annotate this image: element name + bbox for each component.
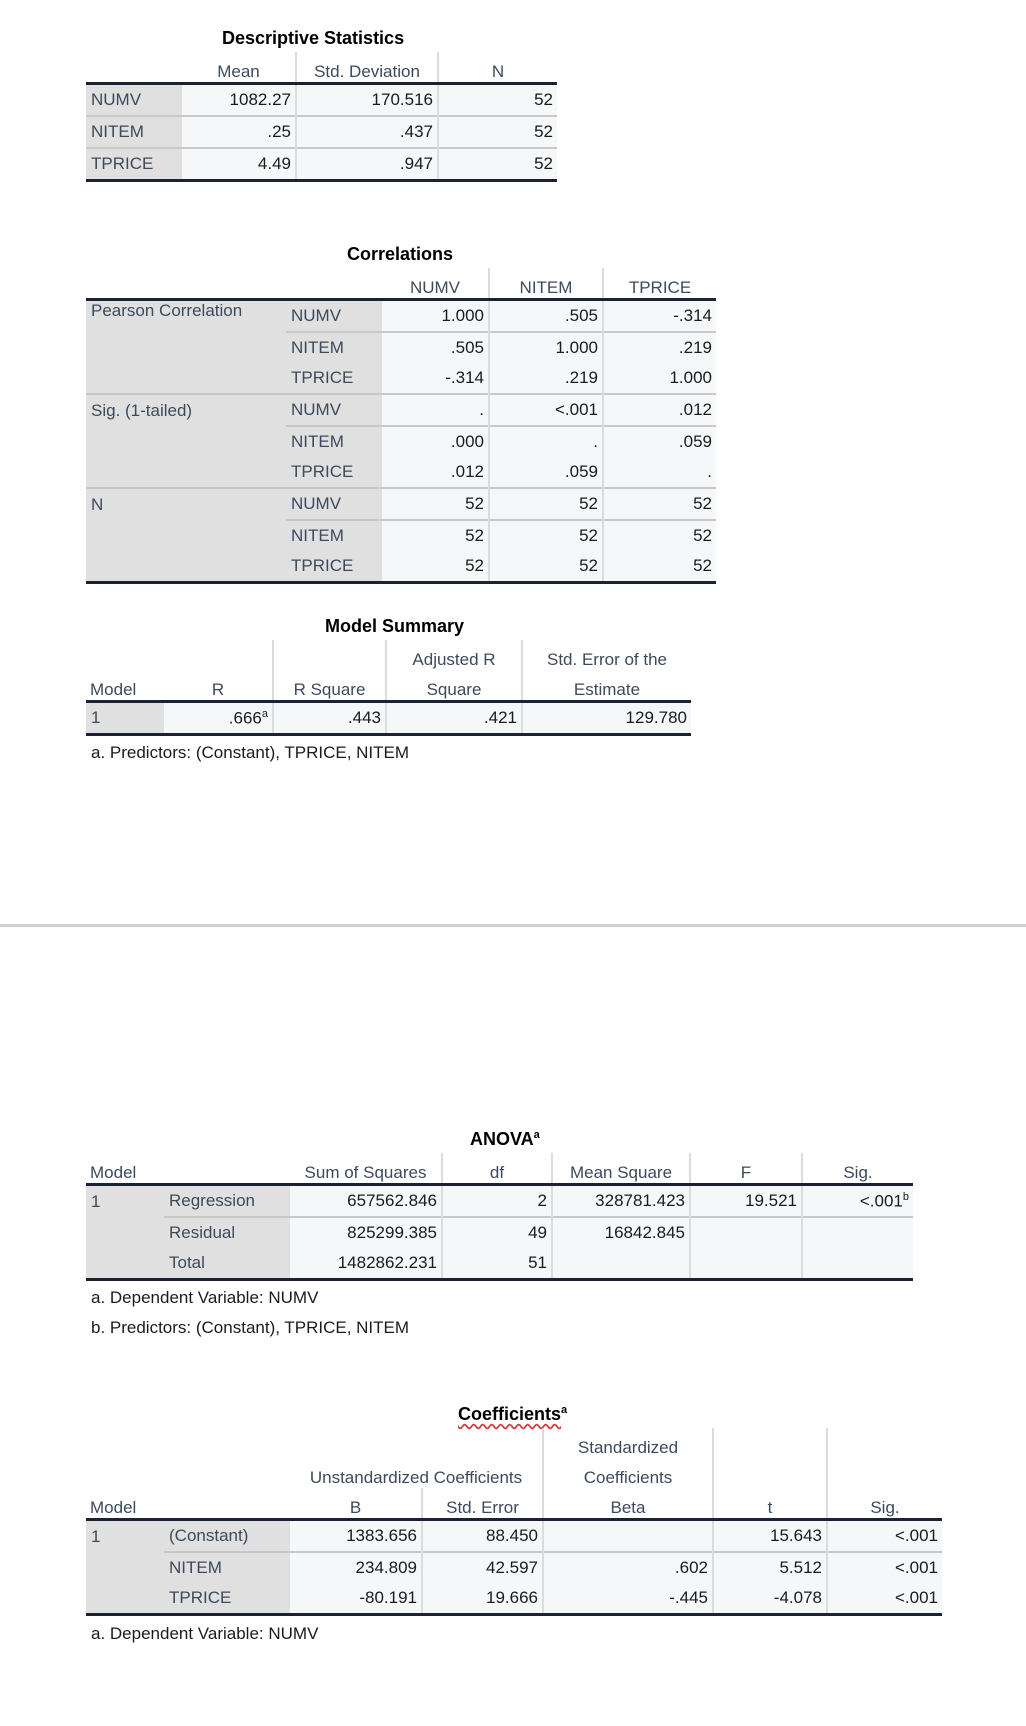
model-number: 1 — [86, 1185, 164, 1218]
var-label: NITEM — [286, 332, 382, 363]
cell: 52 — [382, 520, 489, 551]
col-mean: Mean — [182, 52, 296, 84]
col-ss: Sum of Squares — [290, 1153, 442, 1185]
cell: . — [489, 426, 603, 457]
cell-b: 1383.656 — [290, 1520, 422, 1553]
col-nitem: NITEM — [489, 268, 603, 300]
col-model: Model — [86, 1153, 164, 1185]
var-label: NITEM — [286, 520, 382, 551]
cell-f: 19.521 — [690, 1185, 802, 1218]
col-numv: NUMV — [382, 268, 489, 300]
cell: .059 — [489, 457, 603, 488]
cell-adj-r-square: .421 — [386, 702, 522, 735]
cell: .059 — [603, 426, 716, 457]
col-df: df — [442, 1153, 552, 1185]
table-row — [86, 1583, 942, 1615]
col-std-err-1: Std. Error of the — [547, 650, 667, 669]
page-divider — [0, 924, 1026, 927]
cell-f — [690, 1248, 802, 1280]
table-row — [86, 1552, 942, 1583]
cell-sig: <.001 — [827, 1552, 942, 1583]
cell-df: 49 — [442, 1217, 552, 1248]
var-label: NUMV — [286, 394, 382, 426]
table-row — [86, 116, 557, 148]
cell-ss: 1482862.231 — [290, 1248, 442, 1280]
cell-sig: <.001$^b$ — [802, 1185, 913, 1218]
cell: -.314 — [603, 300, 716, 333]
cell-ms: 16842.845 — [552, 1217, 690, 1248]
col-std-coef-1: Standardized — [543, 1428, 713, 1458]
row-label: Residual — [164, 1217, 290, 1248]
col-adj-r-2: Square — [386, 670, 522, 702]
cell-df: 51 — [442, 1248, 552, 1280]
col-std-error: Std. Error — [422, 1488, 543, 1520]
var-label: NUMV — [286, 488, 382, 520]
cell: .219 — [603, 332, 716, 363]
cell: 52 — [603, 488, 716, 520]
cell-n: 52 — [438, 148, 557, 181]
cell-f — [690, 1217, 802, 1248]
col-f: F — [690, 1153, 802, 1185]
anova-footnote-b: b. Predictors: (Constant), TPRICE, NITEM — [91, 1318, 410, 1337]
descriptive-table — [86, 52, 557, 182]
cell-t: 5.512 — [713, 1552, 827, 1583]
col-adj-r-1: Adjusted R — [386, 640, 522, 670]
table-row — [86, 551, 716, 583]
cell-sd: .437 — [296, 116, 438, 148]
cell: . — [382, 394, 489, 426]
table-row — [86, 148, 557, 181]
cell-sig: <.001 — [827, 1520, 942, 1553]
table-row — [86, 84, 557, 117]
col-r: R — [164, 670, 273, 702]
col-model: Model — [86, 1488, 164, 1520]
var-label: NUMV — [286, 300, 382, 333]
col-unstd-coef: Unstandardized Coefficients — [290, 1458, 543, 1488]
cell: 52 — [489, 551, 603, 583]
table-row — [86, 488, 716, 520]
cell: 1.000 — [603, 363, 716, 394]
cell-sig: <.001 — [827, 1583, 942, 1615]
table-row — [86, 1185, 913, 1218]
cell-t: -4.078 — [713, 1583, 827, 1615]
var-label: NITEM — [286, 426, 382, 457]
cell-sig — [802, 1217, 913, 1248]
cell: <.001 — [489, 394, 603, 426]
correlations-title: Correlations — [347, 244, 454, 264]
cell: .012 — [382, 457, 489, 488]
coefficients-title: Coefficients$^a$ — [458, 1404, 568, 1424]
cell-mean: 4.49 — [182, 148, 296, 181]
table-row — [86, 426, 716, 457]
col-t: t — [713, 1488, 827, 1520]
table-row — [86, 332, 716, 363]
cell-n: 52 — [438, 116, 557, 148]
model-number: 1 — [86, 702, 164, 735]
group-label: Pearson Correlation — [86, 300, 286, 333]
descriptive-title: Descriptive Statistics — [222, 28, 405, 48]
cell-std-error: 129.780 — [522, 702, 691, 735]
model-summary-footnote: a. Predictors: (Constant), TPRICE, NITEM — [91, 743, 410, 762]
cell-r-square: .443 — [273, 702, 386, 735]
cell: 52 — [603, 551, 716, 583]
cell-beta: .602 — [543, 1552, 713, 1583]
cell-b: 234.809 — [290, 1552, 422, 1583]
cell-beta: -.445 — [543, 1583, 713, 1615]
col-std-err-2: Estimate — [522, 670, 691, 702]
row-label: NUMV — [86, 84, 182, 117]
cell-n: 52 — [438, 84, 557, 117]
col-tprice: TPRICE — [603, 268, 716, 300]
cell-sd: 170.516 — [296, 84, 438, 117]
row-label: NITEM — [164, 1552, 290, 1583]
cell: .219 — [489, 363, 603, 394]
model-number: 1 — [86, 1520, 164, 1553]
cell: .012 — [603, 394, 716, 426]
cell: 52 — [382, 488, 489, 520]
table-row — [86, 394, 716, 426]
group-label: Sig. (1-tailed) — [86, 394, 286, 426]
cell: 52 — [603, 520, 716, 551]
cell: 52 — [489, 488, 603, 520]
cell-se: 42.597 — [422, 1552, 543, 1583]
table-row — [86, 457, 716, 488]
table-row — [86, 702, 691, 735]
cell: 1.000 — [489, 332, 603, 363]
anova-footnote-a: a. Dependent Variable: NUMV — [91, 1288, 319, 1307]
row-label: TPRICE — [164, 1583, 290, 1615]
row-label: Total — [164, 1248, 290, 1280]
cell-sig — [802, 1248, 913, 1280]
row-label: (Constant) — [164, 1520, 290, 1553]
table-row — [86, 300, 716, 333]
col-std-dev: Std. Deviation — [296, 52, 438, 84]
col-sig: Sig. — [827, 1488, 942, 1520]
col-r-square: R Square — [273, 670, 386, 702]
var-label: TPRICE — [286, 551, 382, 583]
table-row — [86, 1520, 942, 1553]
var-label: TPRICE — [286, 363, 382, 394]
cell-df: 2 — [442, 1185, 552, 1218]
row-label: TPRICE — [86, 148, 182, 181]
cell: -.314 — [382, 363, 489, 394]
cell-mean: 1082.27 — [182, 84, 296, 117]
table-row — [86, 363, 716, 394]
cell-r: .666$^a$ — [164, 702, 273, 735]
col-ms: Mean Square — [552, 1153, 690, 1185]
model-summary-title: Model Summary — [325, 616, 465, 636]
row-label: NITEM — [86, 116, 182, 148]
cell-mean: .25 — [182, 116, 296, 148]
coefficients-footnote: a. Dependent Variable: NUMV — [91, 1624, 319, 1643]
col-sig: Sig. — [802, 1153, 913, 1185]
cell: .505 — [489, 300, 603, 333]
correlations-table — [86, 268, 716, 584]
model-summary-table — [86, 640, 691, 736]
cell-ss: 657562.846 — [290, 1185, 442, 1218]
cell-t: 15.643 — [713, 1520, 827, 1553]
cell-sd: .947 — [296, 148, 438, 181]
cell-beta — [543, 1520, 713, 1553]
cell-ms — [552, 1248, 690, 1280]
cell: 52 — [489, 520, 603, 551]
col-b: B — [290, 1488, 422, 1520]
group-label: N — [86, 488, 286, 520]
col-n: N — [438, 52, 557, 84]
cell: .000 — [382, 426, 489, 457]
col-beta: Beta — [543, 1488, 713, 1520]
table-row — [86, 1248, 913, 1280]
cell-se: 19.666 — [422, 1583, 543, 1615]
col-model: Model — [86, 670, 164, 702]
col-std-coef-2: Coefficients — [543, 1458, 713, 1488]
table-row — [86, 1217, 913, 1248]
cell-se: 88.450 — [422, 1520, 543, 1553]
var-label: TPRICE — [286, 457, 382, 488]
cell-b: -80.191 — [290, 1583, 422, 1615]
cell: 1.000 — [382, 300, 489, 333]
anova-table — [86, 1153, 913, 1281]
cell-ms: 328781.423 — [552, 1185, 690, 1218]
cell: .505 — [382, 332, 489, 363]
row-label: Regression — [164, 1185, 290, 1218]
anova-title: ANOVA$^a$ — [470, 1129, 540, 1149]
cell-ss: 825299.385 — [290, 1217, 442, 1248]
cell: 52 — [382, 551, 489, 583]
coefficients-table — [86, 1428, 942, 1616]
cell: . — [603, 457, 716, 488]
table-row — [86, 520, 716, 551]
